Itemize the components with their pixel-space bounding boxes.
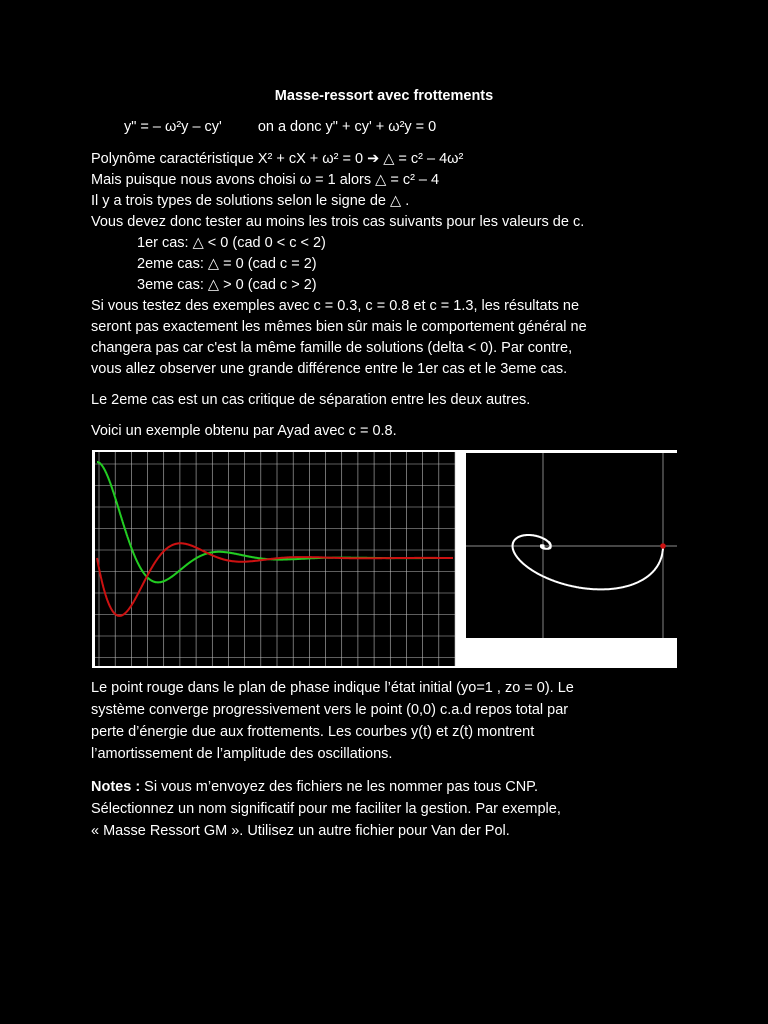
equation-line bbox=[124, 119, 436, 135]
initial-state-point bbox=[660, 543, 666, 549]
example-intro-line: Voici un exemple obtenu par Ayad avec c = 0.8. bbox=[91, 423, 397, 439]
paragraph-examples-line-2: seront pas exactement les mêmes bien sûr mais le comportement général ne bbox=[91, 319, 587, 335]
notes-line-3: « Masse Ressort GM ». Utilisez un autre fichier pour Van der Pol. bbox=[91, 823, 510, 839]
equation-lhs: y" = – ω²y – cy' bbox=[124, 119, 222, 135]
case-1: 1er cas: △ < 0 (cad 0 < c < 2) bbox=[137, 235, 326, 251]
omega-choice-line: Mais puisque nous avons choisi ω = 1 alors △ = c² – 4 bbox=[91, 172, 440, 188]
notes-label: Notes : bbox=[91, 779, 141, 795]
case-3: 3eme cas: △ > 0 (cad c > 2) bbox=[137, 277, 317, 293]
paragraph-examples-line-1: Si vous testez des exemples avec c = 0.3, c = 0.8 et c = 1.3, les résultats ne bbox=[91, 298, 580, 314]
notes-line-1 bbox=[91, 779, 538, 795]
phase-plane-plot bbox=[458, 450, 677, 668]
test-cases-intro-line: Vous devez donc tester au moins les trois cas suivants pour les valeurs de c. bbox=[91, 214, 585, 230]
equation-rhs: on a donc y" + cy' + ω²y = 0 bbox=[257, 119, 437, 135]
solution-types-line: Il y a trois types de solutions selon le signe de △ . bbox=[91, 193, 410, 209]
page-title: Masse-ressort avec frottements bbox=[274, 88, 494, 104]
phase-explanation-line-1: Le point rouge dans le plan de phase indique l’état initial (yo=1 , zo = 0). Le bbox=[91, 680, 574, 696]
critical-case-line: Le 2eme cas est un cas critique de séparation entre les deux autres. bbox=[91, 392, 531, 408]
paragraph-examples-line-4: vous allez observer une grande différence entre le 1er cas et le 3eme cas. bbox=[91, 361, 568, 377]
phase-explanation-line-3: perte d’énergie due aux frottements. Les courbes y(t) et z(t) montrent bbox=[91, 724, 535, 740]
notes-text-1: Si vous m’envoyez des fichiers ne les nommer pas tous CNP. bbox=[140, 779, 539, 795]
time-series-plot bbox=[92, 450, 458, 668]
characteristic-polynomial-line: Polynôme caractéristique X² + cX + ω² = 0 ➔ △ = c² – 4ω² bbox=[91, 151, 464, 167]
paragraph-examples-line-3: changera pas car c'est la même famille de solutions (delta < 0). Par contre, bbox=[91, 340, 573, 356]
notes-line-2: Sélectionnez un nom significatif pour me faciliter la gestion. Par exemple, bbox=[91, 801, 561, 817]
phase-plot-background bbox=[466, 453, 677, 638]
phase-explanation-line-4: l’amortissement de l’amplitude des oscillations. bbox=[91, 746, 393, 762]
case-2: 2eme cas: △ = 0 (cad c = 2) bbox=[137, 256, 317, 272]
phase-explanation-line-2: système converge progressivement vers le point (0,0) c.a.d repos total par bbox=[91, 702, 569, 718]
